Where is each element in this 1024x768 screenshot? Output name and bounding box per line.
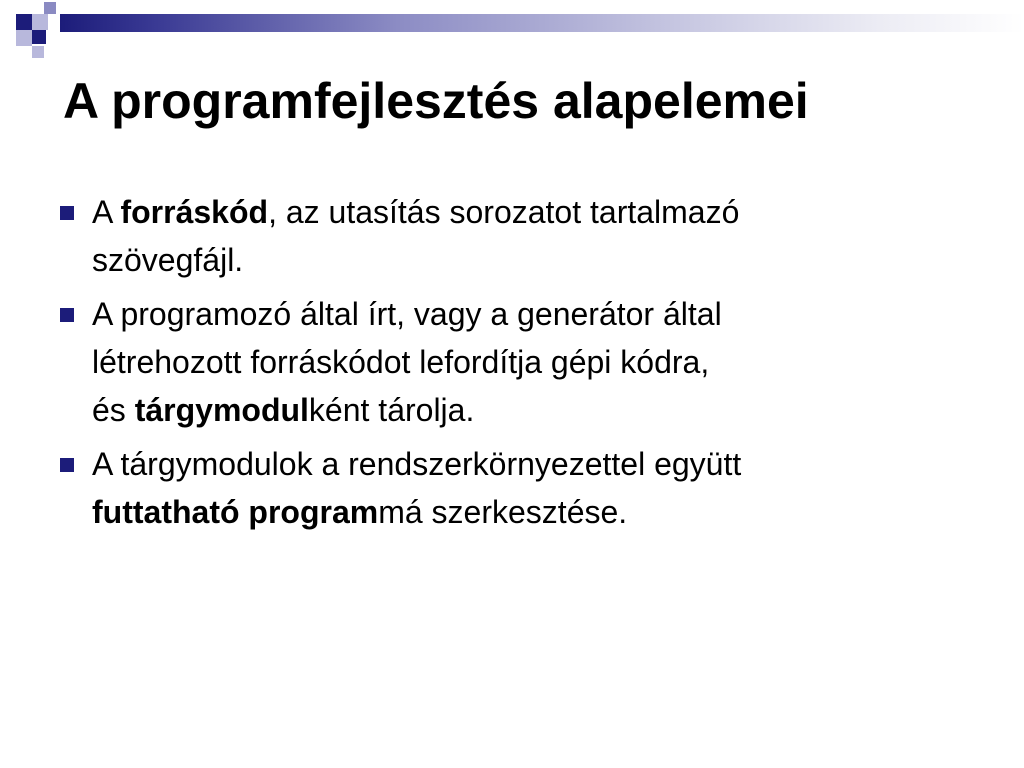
header-square-icon: [32, 30, 46, 44]
header-gradient-bar: [60, 14, 1024, 32]
square-bullet-icon: [60, 308, 74, 322]
bullet-text: szövegfájl.: [92, 242, 244, 278]
square-bullet-icon: [60, 206, 74, 220]
bullet-text: A tárgymodulok a rendszerkörnyezettel együtt: [92, 446, 742, 482]
header-square-icon: [32, 46, 44, 58]
square-bullet-icon: [60, 458, 74, 472]
bullet-item: [56, 188, 936, 284]
bullet-text: má szerkesztése.: [378, 494, 628, 530]
bullet-text: és: [92, 392, 135, 428]
header-square-icon: [32, 14, 48, 30]
bullet-list: [56, 188, 936, 542]
bullet-text: ként tárolja.: [308, 392, 475, 428]
bullet-bold-term: tárgymodul: [134, 392, 309, 428]
header-square-icon: [16, 30, 32, 46]
bullet-bold-term: forráskód: [120, 194, 269, 230]
header-square-icon: [44, 2, 56, 14]
bullet-text: létrehozott forráskódot lefordítja gépi kódra,: [92, 344, 710, 380]
bullet-item: [56, 440, 936, 536]
bullet-bold-term: futtatható program: [92, 494, 379, 530]
header-square-icon: [16, 14, 32, 30]
bullet-text: A programozó által írt, vagy a generátor által: [92, 296, 722, 332]
slide-title: A programfejlesztés alapelemei: [63, 73, 809, 129]
bullet-text: A: [92, 194, 121, 230]
bullet-item: [56, 290, 936, 434]
bullet-text: , az utasítás sorozatot tartalmazó: [268, 194, 740, 230]
